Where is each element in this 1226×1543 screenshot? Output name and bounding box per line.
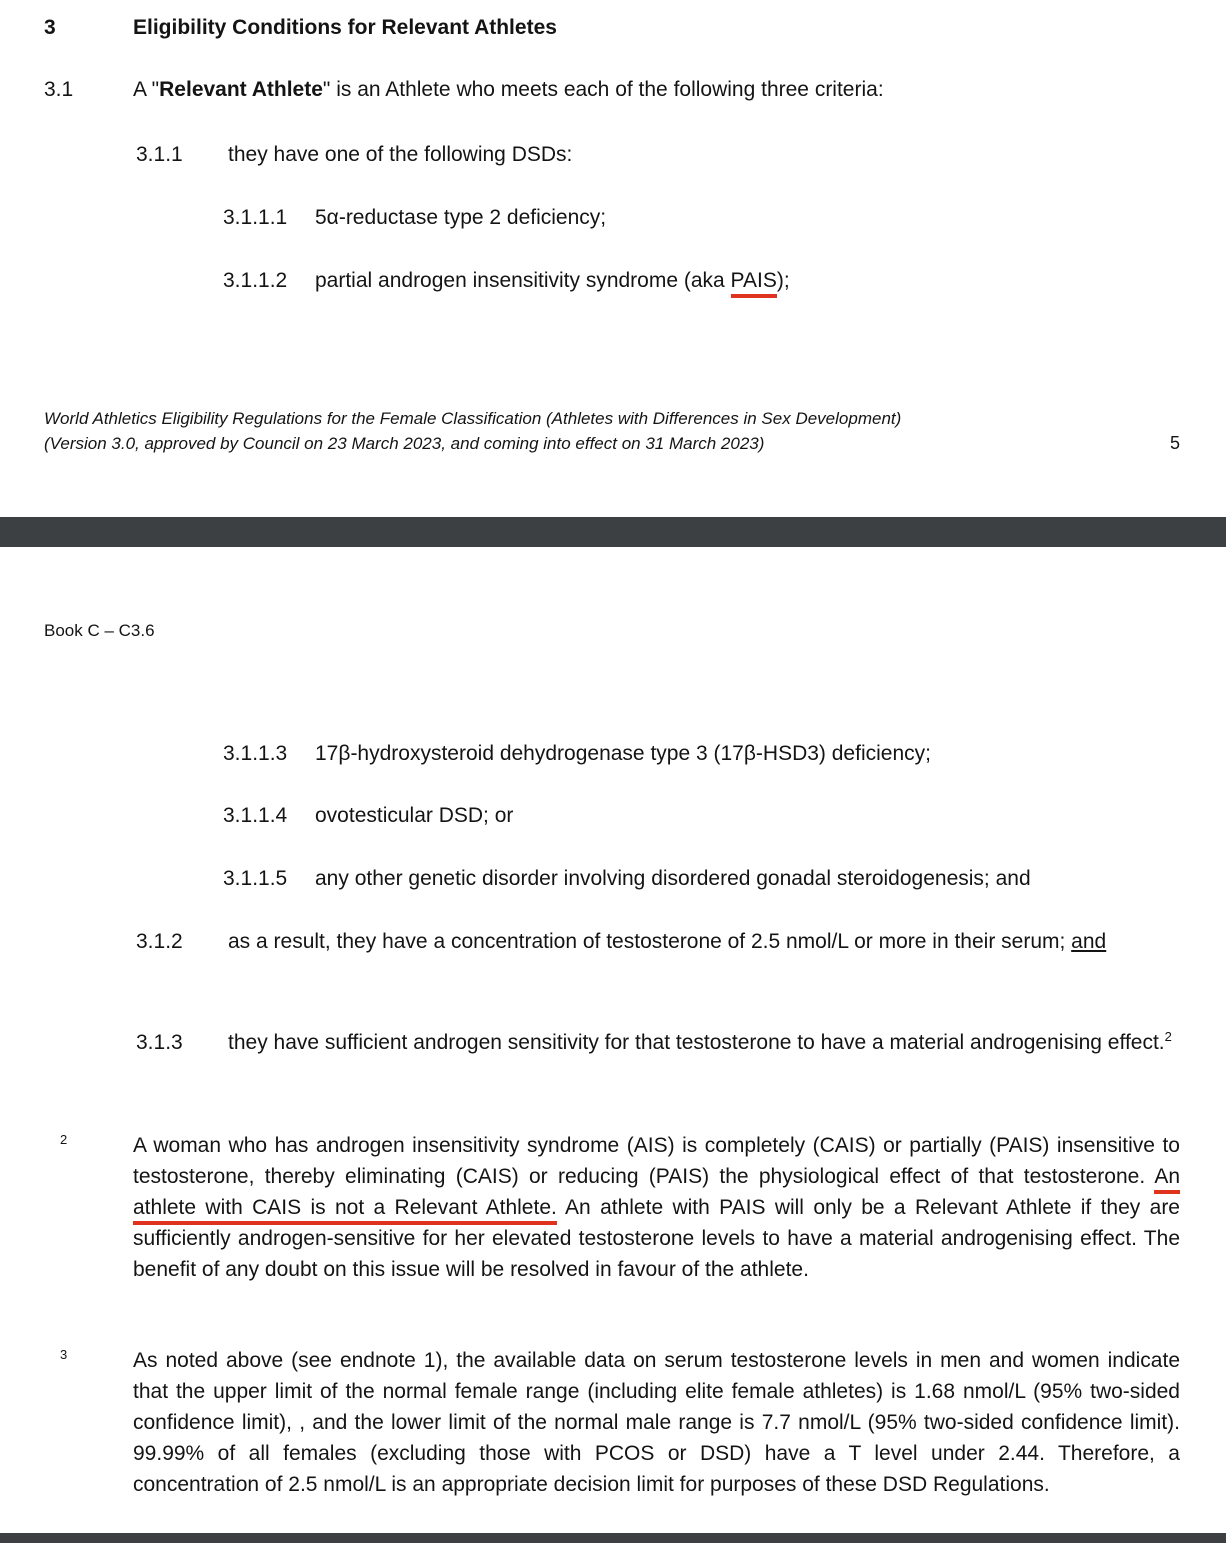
clause-text-post: ); (776, 269, 790, 292)
footnote-marker: 3 (60, 1347, 68, 1362)
clause-text (228, 1027, 1180, 1058)
underlined-text: and (1071, 930, 1107, 953)
clause-3-1-1-4 (0, 800, 1226, 831)
clause-text-pre: partial androgen insensitivity syndrome (aka (315, 269, 731, 292)
clause-text-body: they have sufficient androgen sensitivity for that testosterone to have a material androgenising effect. (228, 1031, 1165, 1054)
clause-text-pre: A " (133, 78, 160, 101)
clause-3-1-1-5 (0, 863, 1226, 894)
clause-3-1-1-3 (0, 738, 1226, 769)
red-marked-text: PAIS (731, 269, 777, 298)
clause-number: 3.1.1 (136, 143, 183, 166)
clause-3-1-1 (0, 139, 1226, 170)
clause-text: any other genetic disorder involving disordered gonadal steroidogenesis; and (315, 867, 1031, 890)
clause-3-1-1-1 (0, 202, 1226, 233)
footnote-text-post: An athlete with PAIS will only be a Relevant Athlete if they are sufficiently androgen-sensitive for her elevated testosterone levels to have a material androgenising effect. The benefit of any doubt on this issue will be resolved in favour of the athlete. (133, 1196, 1180, 1281)
footnote-text-pre: A woman who has androgen insensitivity syndrome (AIS) is completely (CAIS) or partially (PAIS) insensitive to testosterone, thereby eliminating (CAIS) or reducing (PAIS) the physiological effect of that testosterone. (133, 1134, 1180, 1188)
clause-number: 3.1.1.4 (223, 804, 288, 827)
footnote-text (133, 1130, 1180, 1285)
book-label: Book C – C3.6 (44, 621, 155, 640)
bottom-divider-bar (0, 1533, 1226, 1543)
clause-text: 5α-reductase type 2 deficiency; (315, 206, 607, 229)
clause-3-1-1-2 (0, 265, 1226, 296)
section-number: 3 (44, 16, 56, 39)
footnote-marker: 2 (60, 1132, 68, 1147)
page-number: 5 (1169, 433, 1180, 453)
clause-text (133, 74, 1180, 105)
clause-number: 3.1.1.5 (223, 867, 288, 890)
clause-number: 3.1.1.2 (223, 269, 288, 292)
clause-number: 3.1 (44, 78, 74, 101)
page-footer (0, 406, 1226, 456)
clause-text (315, 265, 1180, 296)
footnote-2 (0, 1130, 1226, 1285)
red-marked-text: An athlete with CAIS is not a Relevant Athlete. (133, 1165, 1180, 1225)
footnote-3 (0, 1345, 1226, 1500)
footnote-text: As noted above (see endnote 1), the available data on serum testosterone levels in men and women indicate that the upper limit of the normal female range (including elite female athletes) is 1.68 nmol/L (95% two-sided confidence limit), , and the lower limit of the normal male range is 7.7 nmol/L (95% two-sided confidence limit). 99.99% of all females (excluding those with PCOS or DSD) have a T level under 2.44. Therefore, a concentration of 2.5 nmol/L is an appropriate decision limit for purposes of these DSD Regulations. (133, 1349, 1180, 1496)
footer-line-2: (Version 3.0, approved by Council on 23 March 2023, and coming into effect on 31 March 2023) (44, 434, 765, 453)
clause-text (228, 926, 1180, 957)
clause-3-1-2 (0, 926, 1226, 957)
clause-text: they have one of the following DSDs: (228, 143, 573, 166)
clause-text: 17β-hydroxysteroid dehydrogenase type 3 (17β-HSD3) deficiency; (315, 742, 931, 765)
footer-line-1: World Athletics Eligibility Regulations for the Female Classification (Athletes with Differences in Sex Development) (44, 409, 902, 428)
clause-text-bold: Relevant Athlete (159, 78, 323, 101)
clause-text-post: " is an Athlete who meets each of the following three criteria: (322, 78, 884, 101)
clause-number: 3.1.1.1 (223, 206, 288, 229)
clause-number: 3.1.3 (136, 1031, 183, 1054)
page-divider-bar (0, 517, 1226, 547)
clause-number: 3.1.1.3 (223, 742, 288, 765)
clause-3-1-3 (0, 1027, 1226, 1058)
clause-text: ovotesticular DSD; or (315, 804, 514, 827)
footnote-reference: 2 (1164, 1029, 1172, 1044)
section-title: Eligibility Conditions for Relevant Athletes (133, 16, 557, 39)
clause-3-1 (0, 74, 1226, 105)
clause-text-pre: as a result, they have a concentration of testosterone of 2.5 nmol/L or more in their serum; (228, 930, 1072, 953)
section-heading (0, 12, 1226, 43)
clause-number: 3.1.2 (136, 930, 183, 953)
